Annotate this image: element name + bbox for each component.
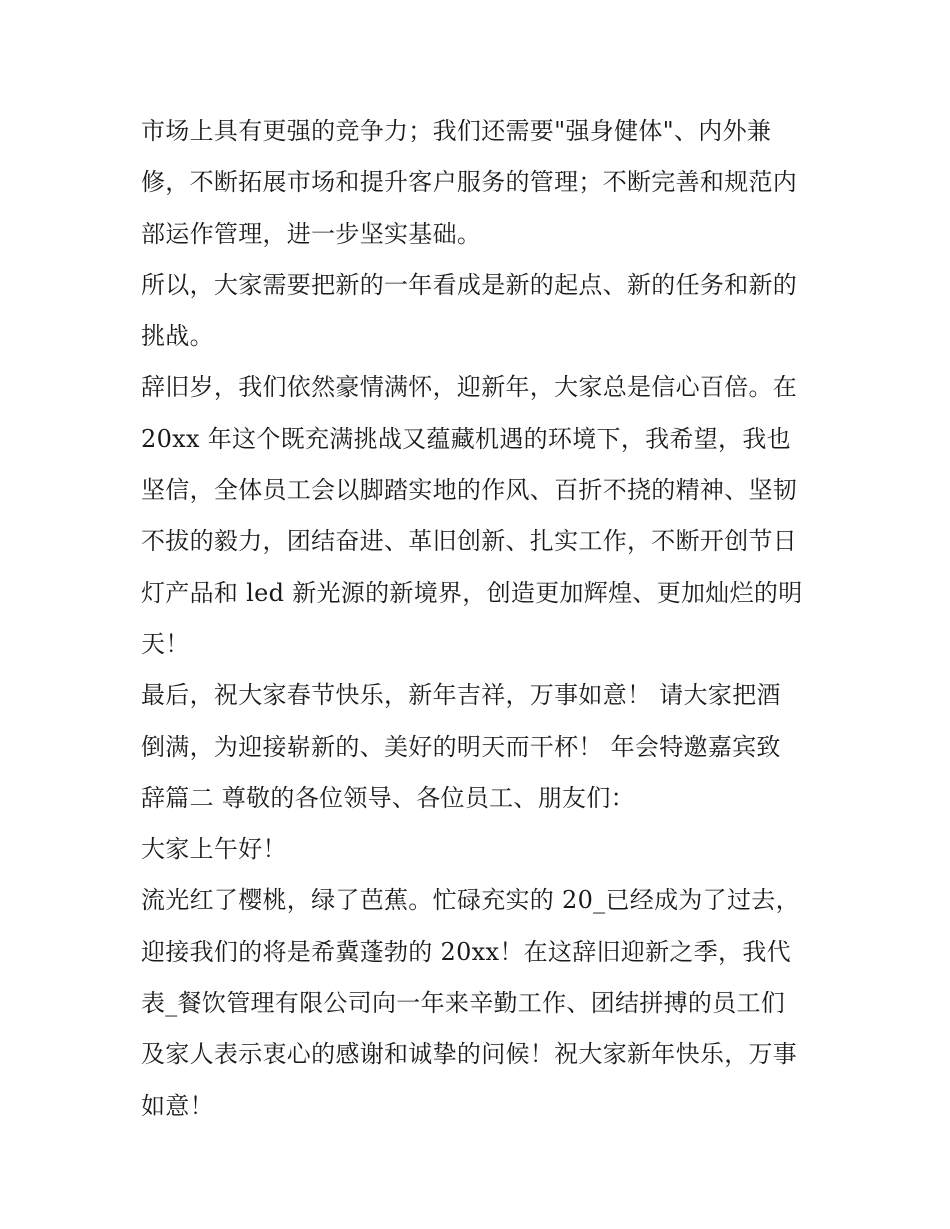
text-line: 天！	[141, 629, 190, 658]
text-line: 部运作管理，进一步坚实基础。	[141, 219, 482, 248]
text-line: 及家人表示衷心的感谢和诚挚的问候！祝大家新年快乐，万事	[141, 1040, 798, 1069]
text-line: 挑战。	[141, 322, 214, 351]
text-line: 坚信，全体员工会以脚踏实地的作风、百折不挠的精神、坚韧	[141, 476, 798, 505]
text-line: 大家上午好！	[141, 835, 287, 864]
text-line: 所以，大家需要把新的一年看成是新的起点、新的任务和新的	[141, 270, 798, 299]
text-line: 流光红了樱桃，绿了芭蕉。忙碌充实的 20_已经成为了过去，	[141, 886, 800, 915]
text-line: 市场上具有更强的竞争力；我们还需要"强身健体"、内外兼	[141, 117, 772, 145]
text-line: 表_餐饮管理有限公司向一年来辛勤工作、团结拼搏的员工们	[141, 989, 786, 1018]
text-line: 最后，祝大家春节快乐，新年吉祥，万事如意！ 请大家把酒	[141, 681, 781, 710]
text-line: 20xx 年这个既充满挑战又蕴藏机遇的环境下，我希望，我也	[141, 424, 791, 453]
text-line: 如意！	[141, 1091, 214, 1120]
text-line: 迎接我们的将是希冀蓬勃的 20xx！在这辞旧迎新之季，我代	[141, 937, 791, 966]
text-line: 修，不断拓展市场和提升客户服务的管理；不断完善和规范内	[141, 168, 798, 197]
text-line: 灯产品和 led 新光源的新境界，创造更加辉煌、更加灿烂的明	[141, 578, 803, 607]
text-line: 不拔的毅力，团结奋进、革旧创新、扎实工作，不断开创节日	[141, 527, 798, 556]
document-body-text	[141, 106, 821, 1132]
text-line: 辞篇二 尊敬的各位领导、各位员工、朋友们：	[141, 783, 635, 812]
text-line: 倒满，为迎接崭新的、美好的明天而干杯！ 年会特邀嘉宾致	[141, 732, 781, 761]
text-line: 辞旧岁，我们依然豪情满怀，迎新年，大家总是信心百倍。在	[141, 373, 798, 402]
